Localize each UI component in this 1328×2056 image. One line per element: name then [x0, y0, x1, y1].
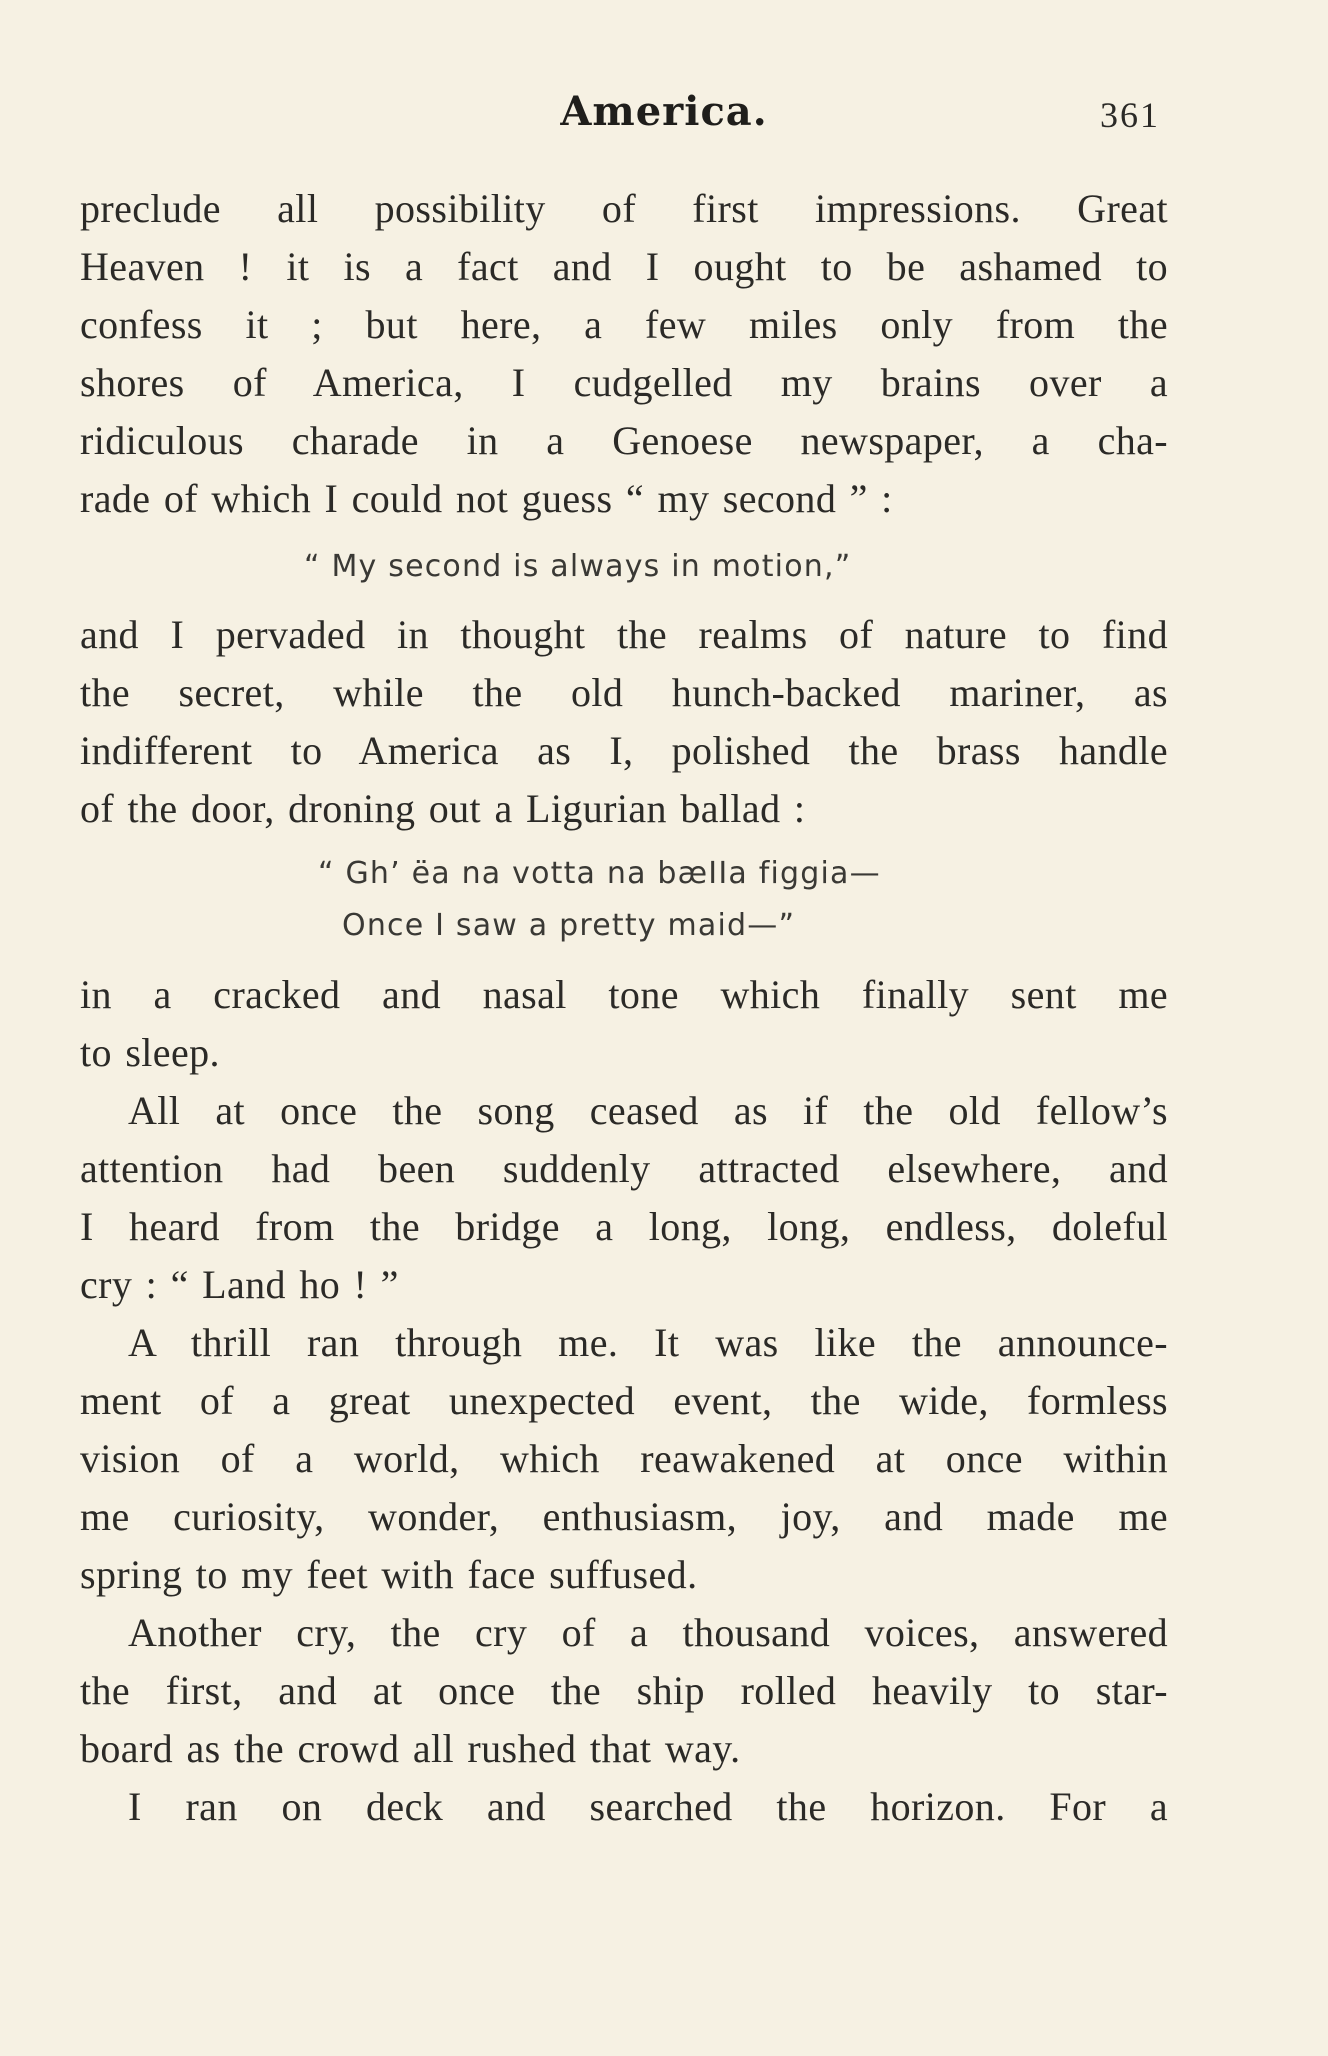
text-line: board as the crowd all rushed that way. — [80, 1726, 741, 1771]
quotation-line: “ My second is always in motion,” — [304, 549, 852, 584]
text-line: in a cracked and nasal tone which finally sent me — [80, 972, 1168, 1017]
text-line: A thrill ran through me. It was like the announce- — [128, 1320, 1168, 1365]
running-head — [0, 88, 1328, 144]
body-text — [80, 180, 1168, 1836]
text-line: I heard from the bridge a long, long, endless, doleful — [80, 1204, 1168, 1249]
text-line: All at once the song ceased as if the old fellow’s — [128, 1088, 1168, 1133]
text-line: vision of a world, which reawakened at once within — [80, 1436, 1168, 1481]
text-line: shores of America, I cudgelled my brains over a — [80, 360, 1168, 405]
text-line: I ran on deck and searched the horizon. For a — [128, 1784, 1168, 1829]
paragraph-4 — [80, 1082, 1168, 1314]
text-line: me curiosity, wonder, enthusiasm, joy, and made me — [80, 1494, 1168, 1539]
text-line: and I pervaded in thought the realms of nature to find — [80, 612, 1168, 657]
paragraph-3 — [80, 966, 1168, 1082]
text-line: spring to my feet with face suffused. — [80, 1552, 698, 1597]
text-line: confess it ; but here, a few miles only from the — [80, 302, 1168, 347]
text-line: the secret, while the old hunch-backed mariner, as — [80, 670, 1168, 715]
text-line: rade of which I could not guess “ my second ” : — [80, 476, 893, 521]
page-number: 361 — [1100, 95, 1160, 135]
text-line: ment of a great unexpected event, the wide, formless — [80, 1378, 1168, 1423]
text-line: Another cry, the cry of a thousand voices, answered — [128, 1610, 1168, 1655]
text-line: Heaven ! it is a fact and I ought to be ashamed to — [80, 244, 1168, 289]
text-line: preclude all possibility of first impressions. Great — [80, 186, 1168, 231]
text-line: attention had been suddenly attracted elsewhere, and — [80, 1146, 1168, 1191]
text-line: ridiculous charade in a Genoese newspaper, a cha- — [80, 418, 1168, 463]
quotation-line: Once I saw a pretty maid—” — [342, 908, 796, 943]
paragraph-5 — [80, 1314, 1168, 1604]
ballad-quotation — [80, 848, 1168, 952]
paragraph-2 — [80, 606, 1168, 838]
text-line: to sleep. — [80, 1030, 220, 1075]
paragraph-6 — [80, 1604, 1168, 1778]
running-title: America. — [560, 88, 768, 135]
paragraph-7 — [80, 1778, 1168, 1836]
text-line: of the door, droning out a Ligurian ballad : — [80, 786, 806, 831]
text-line: the first, and at once the ship rolled heavily to star- — [80, 1668, 1168, 1713]
paragraph-1 — [80, 180, 1168, 528]
text-line: cry : “ Land ho ! ” — [80, 1262, 399, 1307]
quotation-line: “ Gh’ ëa na votta na bæIIa figgia— — [318, 856, 881, 891]
text-line: indifferent to America as I, polished the brass handle — [80, 728, 1168, 773]
